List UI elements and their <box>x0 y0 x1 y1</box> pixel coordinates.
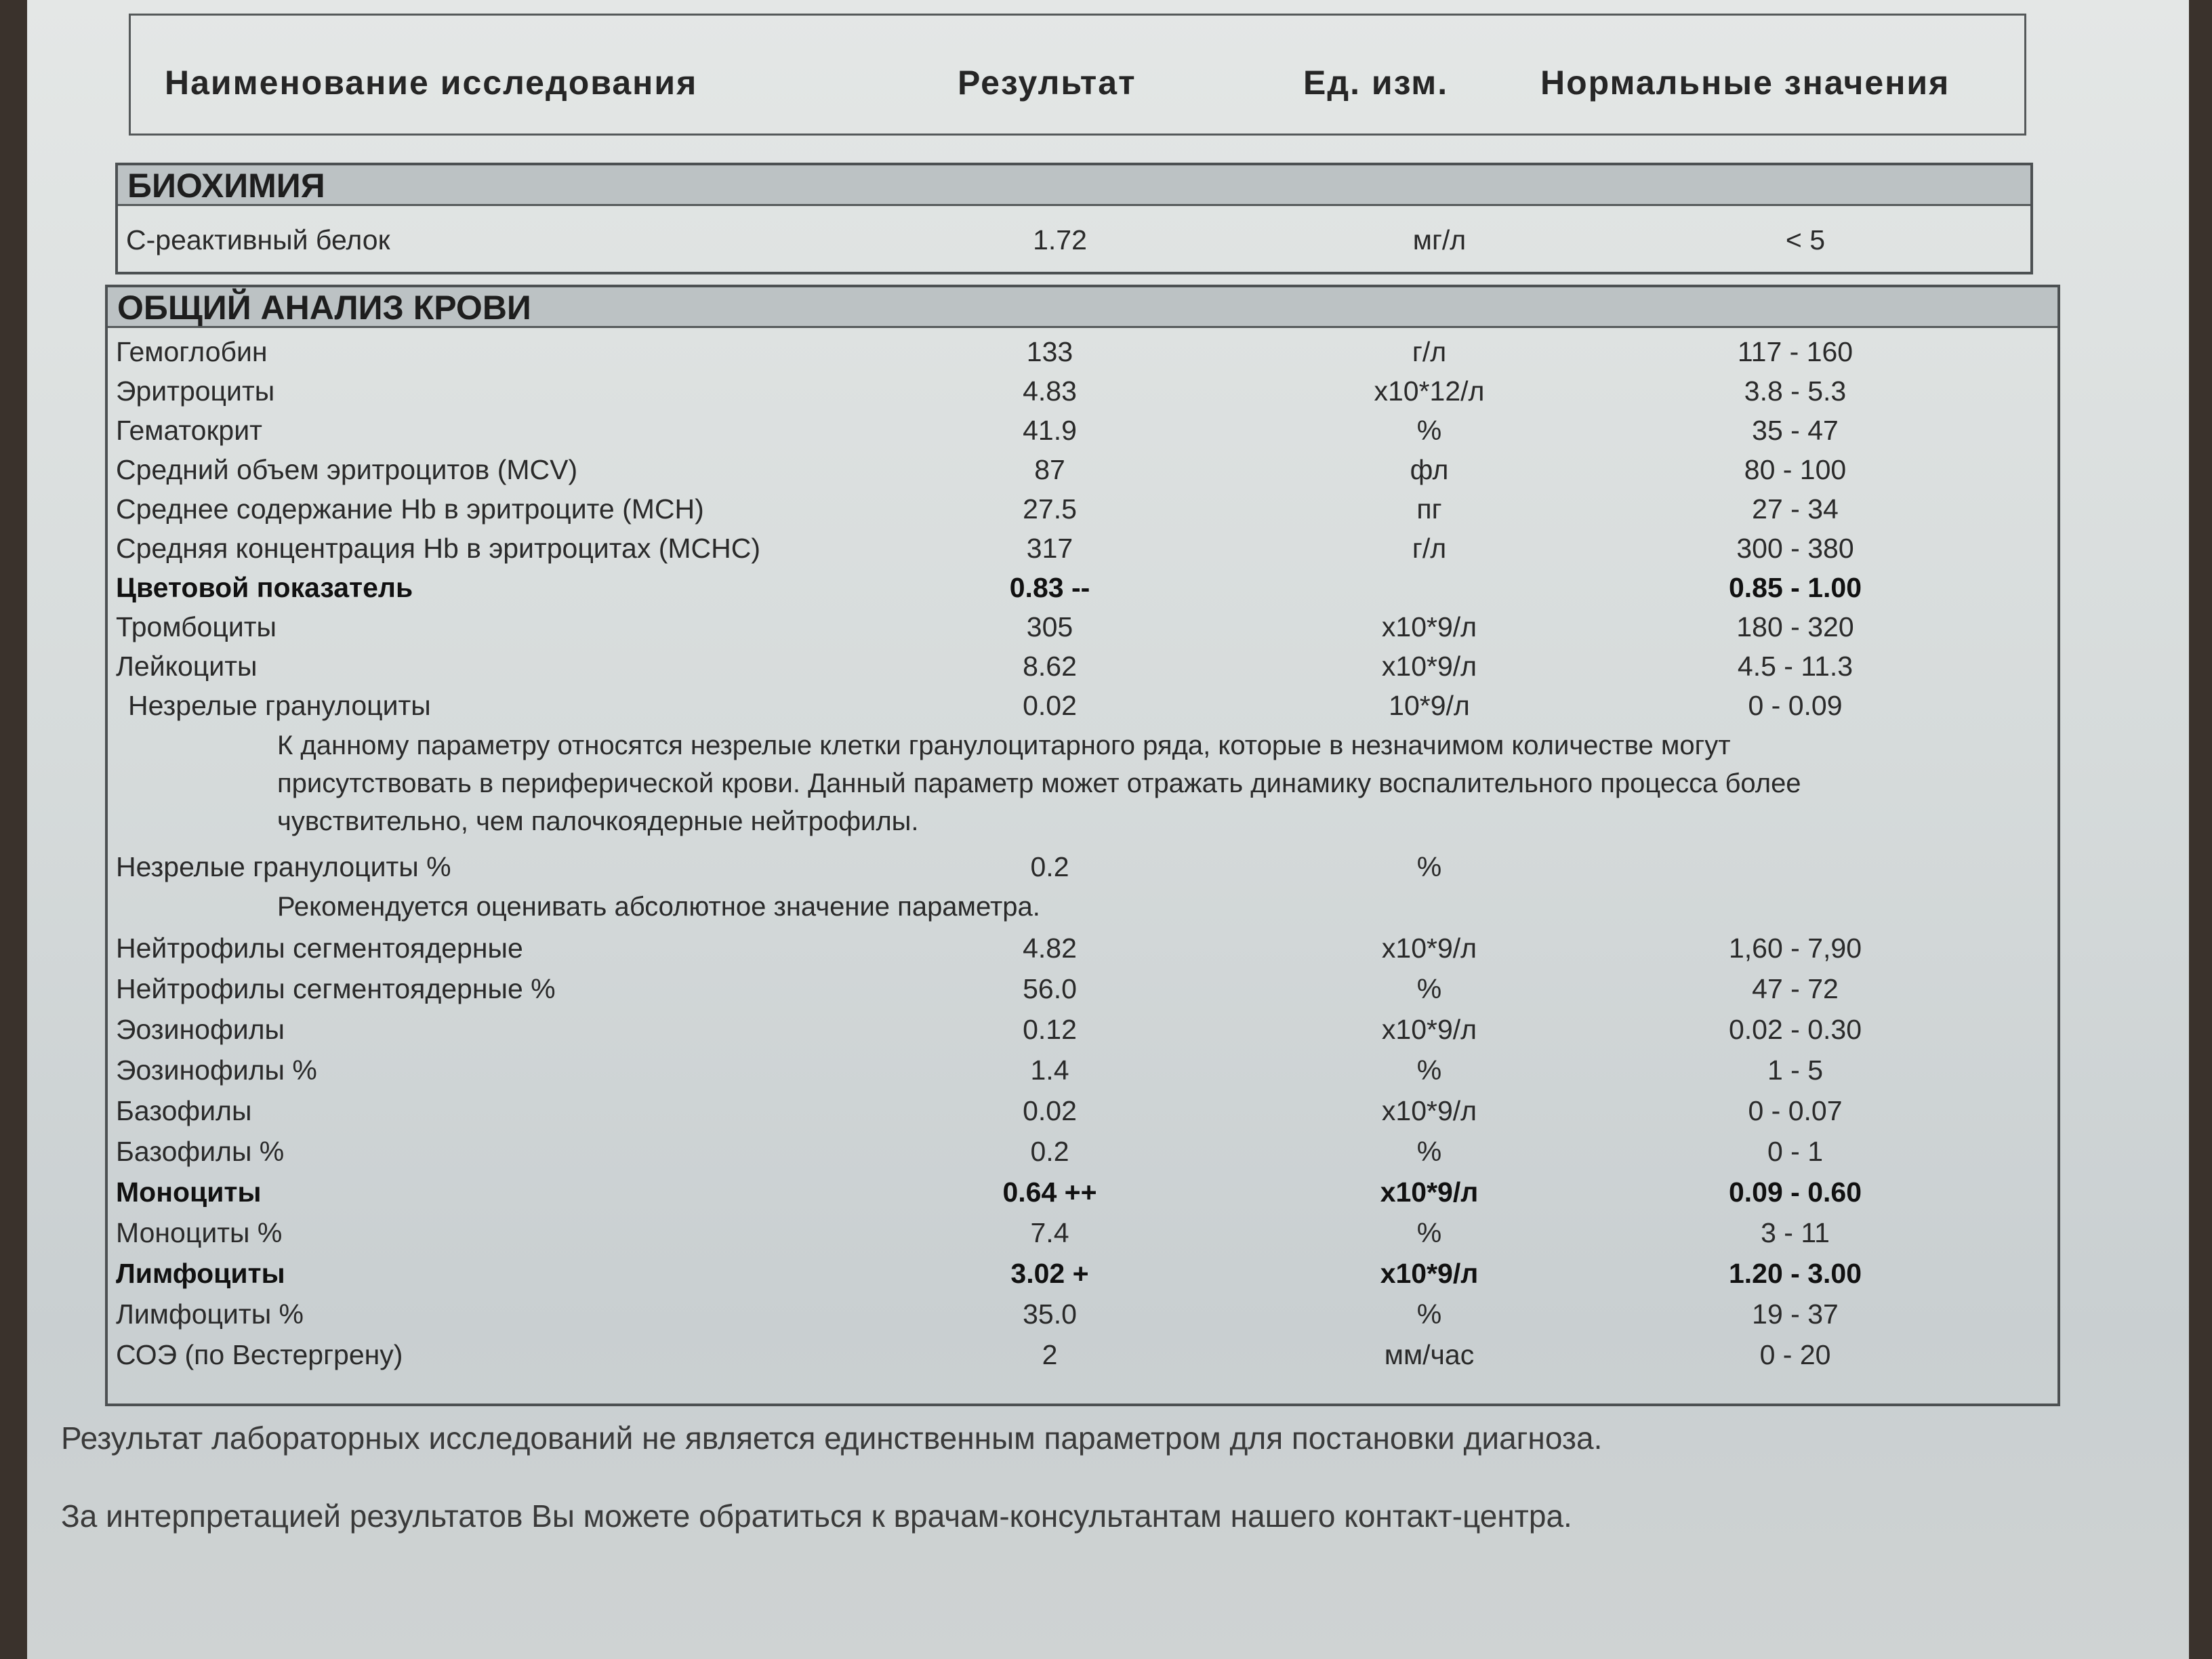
header-result: Результат <box>958 64 1136 102</box>
header-unit: Ед. изм. <box>1303 64 1449 102</box>
analyte-norm: 300 - 380 <box>1736 533 1854 564</box>
analyte-unit: x10*9/л <box>1381 651 1477 682</box>
analyte-name: Незрелые гранулоциты <box>128 690 431 721</box>
analyte-result: 1.4 <box>1030 1054 1069 1086</box>
analyte-name: С-реактивный белок <box>126 224 390 255</box>
table-row <box>108 685 2057 726</box>
analyte-norm: 0.09 - 0.60 <box>1728 1176 1862 1208</box>
table-row-flagged <box>108 567 2057 608</box>
header-name: Наименование исследования <box>165 64 698 102</box>
table-header <box>129 14 2026 136</box>
analyte-result: 27.5 <box>1023 493 1077 525</box>
analyte-unit: x10*9/л <box>1380 1258 1479 1289</box>
analyte-norm: < 5 <box>1785 224 1826 255</box>
analyte-unit: % <box>1416 1298 1442 1330</box>
analyte-norm: 0.02 - 0.30 <box>1728 1014 1862 1045</box>
analyte-name: Базофилы % <box>116 1136 285 1167</box>
table-row <box>108 449 2057 490</box>
analyte-name: Лимфоциты <box>116 1258 285 1289</box>
analyte-name: Эозинофилы % <box>116 1054 317 1086</box>
analyte-unit: x10*9/л <box>1381 1095 1477 1126</box>
analyte-norm: 3 - 11 <box>1761 1217 1830 1248</box>
table-row <box>108 410 2057 451</box>
analyte-name: СОЭ (по Вестергрену) <box>116 1339 403 1370</box>
analyte-name: Лимфоциты % <box>116 1298 304 1330</box>
analyte-norm: 117 - 160 <box>1737 336 1853 367</box>
analyte-norm: 1.20 - 3.00 <box>1728 1258 1862 1289</box>
analyte-result: 0.64 ++ <box>1002 1176 1097 1208</box>
table-row-flagged <box>108 1172 2057 1212</box>
analyte-name: Гематокрит <box>116 415 262 446</box>
analyte-name: Базофилы <box>116 1095 252 1126</box>
analyte-norm: 0.85 - 1.00 <box>1728 572 1862 603</box>
analyte-name: Незрелые гранулоциты % <box>116 851 451 882</box>
analyte-result: 41.9 <box>1023 415 1077 446</box>
section-title: БИОХИМИЯ <box>118 165 2030 206</box>
table-row <box>108 331 2057 372</box>
analyte-name: Цветовой показатель <box>116 572 413 603</box>
analyte-result: 56.0 <box>1023 973 1077 1004</box>
table-row <box>108 489 2057 529</box>
note-line: Рекомендуется оценивать абсолютное значение параметра. <box>277 892 1040 922</box>
analyte-unit: % <box>1416 851 1442 882</box>
analyte-unit: мг/л <box>1412 224 1467 255</box>
analyte-result: 317 <box>1026 533 1073 564</box>
analyte-name: Моноциты % <box>116 1217 283 1248</box>
analyte-unit: г/л <box>1412 533 1447 564</box>
analyte-result: 1.72 <box>1033 224 1087 255</box>
table-row <box>108 968 2057 1009</box>
footer-disclaimer: Результат лабораторных исследований не является единственным параметром для постановки диагноза. <box>61 1420 1603 1456</box>
analyte-result: 0.12 <box>1023 1014 1077 1045</box>
analyte-unit: фл <box>1410 454 1449 485</box>
analyte-norm: 80 - 100 <box>1744 454 1847 485</box>
table-row <box>108 607 2057 647</box>
analyte-unit: г/л <box>1412 336 1447 367</box>
analyte-result: 0.02 <box>1023 1095 1077 1126</box>
table-row <box>108 1090 2057 1131</box>
table-row <box>118 209 2030 270</box>
table-row <box>108 646 2057 687</box>
analyte-norm: 47 - 72 <box>1752 973 1839 1004</box>
note-line: К данному параметру относятся незрелые клетки гранулоцитарного ряда, которые в незначимом количестве могут <box>277 731 1731 760</box>
analyte-result: 305 <box>1026 611 1073 642</box>
header-norm: Нормальные значения <box>1540 64 1950 102</box>
table-row-flagged <box>108 1253 2057 1294</box>
analyte-result: 133 <box>1026 336 1073 367</box>
analyte-name: Гемоглобин <box>116 336 268 367</box>
analyte-result: 0.2 <box>1030 851 1069 882</box>
table-row <box>108 1050 2057 1090</box>
analyte-name: Эозинофилы <box>116 1014 285 1045</box>
analyte-unit: мм/час <box>1384 1339 1475 1370</box>
analyte-norm: 35 - 47 <box>1752 415 1839 446</box>
analyte-result: 0.83 -- <box>1009 572 1090 603</box>
analyte-name: Моноциты <box>116 1176 262 1208</box>
table-row <box>108 1009 2057 1050</box>
table-row <box>108 846 2057 887</box>
analyte-norm: 0 - 0.07 <box>1748 1095 1843 1126</box>
analyte-result: 7.4 <box>1030 1217 1069 1248</box>
analyte-name: Средний объем эритроцитов (MCV) <box>116 454 578 485</box>
analyte-result: 4.83 <box>1023 375 1077 407</box>
analyte-unit: 10*9/л <box>1389 690 1470 721</box>
analyte-norm: 180 - 320 <box>1736 611 1854 642</box>
analyte-name: Среднее содержание Hb в эритроците (MCH) <box>116 493 704 525</box>
analyte-name: Нейтрофилы сегментоядерные % <box>116 973 556 1004</box>
analyte-unit: пг <box>1416 493 1442 525</box>
analyte-result: 2 <box>1042 1339 1058 1370</box>
note-line: присутствовать в периферической крови. Данный параметр может отражать динамику воспалительного процесса более <box>277 769 1801 798</box>
footer-consultation: За интерпретацией результатов Вы можете обратиться к врачам-консультантам нашего контакт-центра. <box>61 1498 1572 1534</box>
analyte-norm: 19 - 37 <box>1752 1298 1839 1330</box>
analyte-norm: 27 - 34 <box>1752 493 1839 525</box>
analyte-result: 3.02 + <box>1010 1258 1089 1289</box>
analyte-norm: 0 - 0.09 <box>1748 690 1843 721</box>
table-row <box>108 371 2057 411</box>
table-row <box>108 528 2057 569</box>
section-cbc <box>105 285 2060 1406</box>
analyte-norm: 1 - 5 <box>1767 1054 1824 1086</box>
analyte-result: 4.82 <box>1023 933 1077 964</box>
analyte-unit: x10*9/л <box>1380 1176 1479 1208</box>
analyte-name: Эритроциты <box>116 375 275 407</box>
table-row <box>108 1294 2057 1334</box>
analyte-name: Нейтрофилы сегментоядерные <box>116 933 523 964</box>
analyte-unit: % <box>1416 1136 1442 1167</box>
table-row <box>108 1334 2057 1375</box>
analyte-result: 8.62 <box>1023 651 1077 682</box>
analyte-unit: x10*12/л <box>1374 375 1485 407</box>
analyte-name: Лейкоциты <box>116 651 258 682</box>
analyte-unit: x10*9/л <box>1381 933 1477 964</box>
note-line: чувствительно, чем палочкоядерные нейтрофилы. <box>277 806 919 836</box>
analyte-unit: % <box>1416 1217 1442 1248</box>
analyte-unit: % <box>1416 1054 1442 1086</box>
table-row <box>108 1131 2057 1172</box>
section-biochemistry <box>115 163 2033 274</box>
analyte-result: 35.0 <box>1023 1298 1077 1330</box>
analyte-name: Тромбоциты <box>116 611 276 642</box>
analyte-name: Средняя концентрация Hb в эритроцитах (MCHC) <box>116 533 761 564</box>
analyte-result: 87 <box>1034 454 1065 485</box>
table-row <box>108 928 2057 968</box>
analyte-norm: 4.5 - 11.3 <box>1737 651 1853 682</box>
table-row <box>108 1212 2057 1253</box>
analyte-result: 0.02 <box>1023 690 1077 721</box>
analyte-unit: x10*9/л <box>1381 1014 1477 1045</box>
analyte-unit: % <box>1416 415 1442 446</box>
analyte-norm: 1,60 - 7,90 <box>1728 933 1862 964</box>
analyte-result: 0.2 <box>1030 1136 1069 1167</box>
analyte-norm: 3.8 - 5.3 <box>1744 375 1847 407</box>
section-title: ОБЩИЙ АНАЛИЗ КРОВИ <box>108 287 2057 328</box>
analyte-unit: % <box>1416 973 1442 1004</box>
report-page <box>27 0 2189 1659</box>
analyte-norm: 0 - 20 <box>1759 1339 1831 1370</box>
analyte-norm: 0 - 1 <box>1767 1136 1824 1167</box>
analyte-unit: x10*9/л <box>1381 611 1477 642</box>
